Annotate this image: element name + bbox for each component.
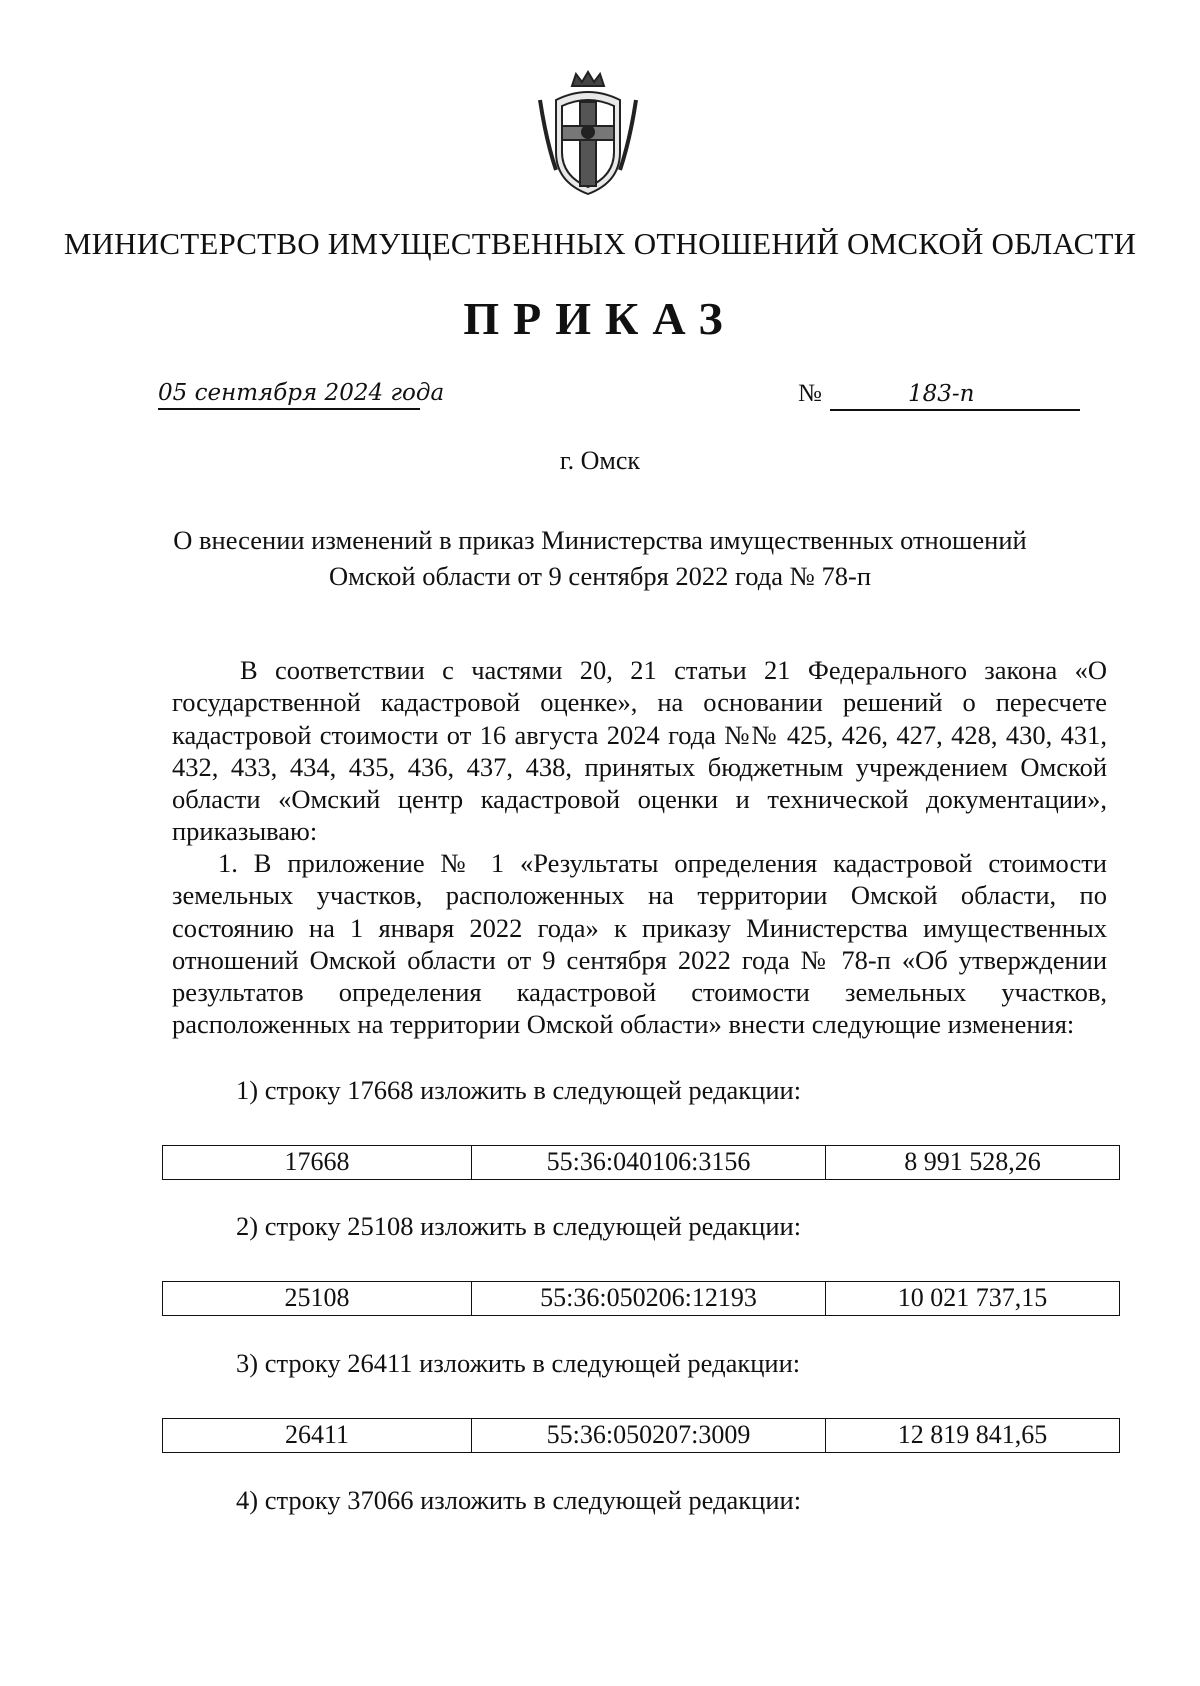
cadastral-number-cell: 55:36:040106:3156: [472, 1146, 826, 1180]
item-1-paragraph: 1. В приложение № 1 «Результаты определения кадастровой стоимости земельных участков, расположенных на территории Омской области, по состоянию на 1 января 2022 года» к приказу Министерства имущественных отношений Омской области от 9 сентября 2022 года № 78-п «Об утверждении результатов определения кадастровой стоимости земельных участков, расположенных на территории Омской области» внести следующие изменения:: [172, 848, 1107, 1040]
change-table-2: [162, 1281, 1120, 1316]
subject-line-1: О внесении изменений в приказ Министерства имущественных отношений: [173, 525, 1027, 555]
cadastral-value-cell: 12 819 841,65: [826, 1419, 1120, 1453]
table-row: [163, 1146, 1120, 1180]
table-row: [163, 1282, 1120, 1316]
change-intro-1: 1) строку 17668 изложить в следующей редакции:: [236, 1075, 802, 1105]
order-subject: [150, 522, 1050, 594]
preamble-paragraph: В соответствии с частями 20, 21 статьи 21 Федерального закона «О государственной кадастровой оценке», на основании решений о пересчете кадастровой стоимости от 16 августа 2024 года №№ 425, 426, 427, 428, 430, 431, 432, 433, 434, 435, 436, 437, 438, принятых бюджетным учреждением Омской области «Омский центр кадастровой оценки и технической документации», приказываю:: [172, 655, 1107, 847]
row-number-cell: 25108: [163, 1282, 472, 1316]
subject-line-2: Омской области от 9 сентября 2022 года № 78-п: [328, 561, 872, 591]
change-intro-4: 4) строку 37066 изложить в следующей редакции:: [236, 1485, 802, 1515]
cadastral-value-cell: 8 991 528,26: [826, 1146, 1120, 1180]
row-number-cell: 26411: [163, 1419, 472, 1453]
change-intro-3: 3) строку 26411 изложить в следующей редакции:: [236, 1348, 801, 1378]
cadastral-number-cell: 55:36:050206:12193: [472, 1282, 826, 1316]
change-table-3: [162, 1418, 1120, 1453]
city-name: г. Омск: [559, 446, 641, 475]
change-table-1: [162, 1145, 1120, 1180]
document-type-title: ПРИКАЗ: [463, 293, 737, 344]
handwritten-order-number: 183-п: [908, 381, 975, 407]
row-number-cell: 17668: [163, 1146, 472, 1180]
handwritten-date: 05 сентября 2024 года: [158, 380, 420, 410]
omsk-coat-of-arms-icon: [536, 70, 640, 198]
number-sign: №: [798, 380, 822, 407]
cadastral-number-cell: 55:36:050207:3009: [472, 1419, 826, 1453]
change-intro-2: 2) строку 25108 изложить в следующей редакции:: [236, 1211, 802, 1241]
cadastral-value-cell: 10 021 737,15: [826, 1282, 1120, 1316]
ministry-name: МИНИСТЕРСТВО ИМУЩЕСТВЕННЫХ ОТНОШЕНИЙ ОМСКОЙ ОБЛАСТИ: [63, 226, 1137, 261]
table-row: [163, 1419, 1120, 1453]
